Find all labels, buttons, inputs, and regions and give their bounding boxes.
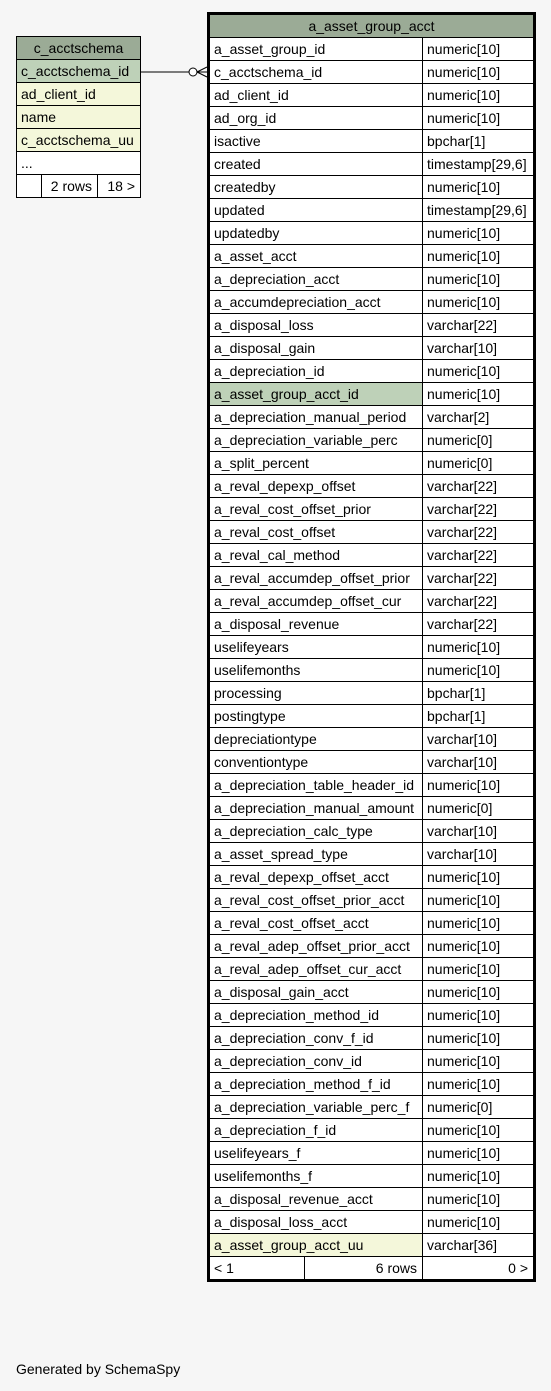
table-row[interactable] (209, 751, 535, 774)
table-row[interactable] (17, 152, 141, 175)
column-type: varchar[10] (423, 843, 535, 866)
column-type: varchar[10] (423, 728, 535, 751)
column-type: numeric[10] (423, 107, 535, 130)
column-type: numeric[10] (423, 383, 535, 406)
column-type: numeric[10] (423, 1119, 535, 1142)
column-name[interactable]: a_disposal_gain_acct (209, 981, 423, 1004)
table-row[interactable] (209, 1096, 535, 1119)
column-name[interactable]: a_asset_spread_type (209, 843, 423, 866)
column-name[interactable]: c_acctschema_id (17, 60, 141, 83)
table-row[interactable] (209, 1165, 535, 1188)
table-row[interactable] (209, 912, 535, 935)
fk-edge-crowfoot-bottom (197, 72, 207, 77)
column-type: numeric[10] (423, 1004, 535, 1027)
column-name[interactable]: created (209, 153, 423, 176)
column-type: varchar[36] (423, 1234, 535, 1257)
column-type: numeric[10] (423, 1073, 535, 1096)
column-type: numeric[10] (423, 1050, 535, 1073)
column-type: timestamp[29,6] (423, 153, 535, 176)
table-row[interactable] (209, 1188, 535, 1211)
table-row[interactable] (209, 1142, 535, 1165)
column-name[interactable]: a_asset_group_acct_uu (209, 1234, 423, 1257)
column-name[interactable]: ad_client_id (17, 83, 141, 106)
column-name[interactable]: a_reval_cost_offset_prior_acct (209, 889, 423, 912)
table-row[interactable] (209, 705, 535, 728)
table-row[interactable] (209, 406, 535, 429)
table-row[interactable] (209, 820, 535, 843)
column-type: numeric[10] (423, 866, 535, 889)
table-row[interactable] (209, 889, 535, 912)
column-name[interactable]: a_reval_cal_method (209, 544, 423, 567)
column-type: varchar[22] (423, 590, 535, 613)
column-name[interactable]: name (17, 106, 141, 129)
fk-edge-zero-marker (189, 68, 197, 76)
table-row[interactable] (209, 613, 535, 636)
table-row[interactable] (209, 843, 535, 866)
column-name[interactable]: a_asset_group_id (209, 38, 423, 61)
table-row[interactable] (209, 199, 535, 222)
column-name[interactable]: ad_client_id (209, 84, 423, 107)
column-type: numeric[0] (423, 1096, 535, 1119)
table-row[interactable] (209, 314, 535, 337)
column-name[interactable]: a_depreciation_f_id (209, 1119, 423, 1142)
column-name[interactable]: uselifemonths_f (209, 1165, 423, 1188)
table-row[interactable] (209, 1211, 535, 1234)
column-type: bpchar[1] (423, 130, 535, 153)
table-row[interactable] (209, 1073, 535, 1096)
column-type: numeric[10] (423, 1188, 535, 1211)
table-row[interactable] (209, 590, 535, 613)
column-name[interactable]: a_depreciation_conv_id (209, 1050, 423, 1073)
column-type: varchar[10] (423, 820, 535, 843)
column-type: numeric[10] (423, 659, 535, 682)
column-type: numeric[10] (423, 38, 535, 61)
column-name[interactable]: processing (209, 682, 423, 705)
table-row[interactable] (209, 1027, 535, 1050)
table-row[interactable] (209, 567, 535, 590)
column-name[interactable]: a_split_percent (209, 452, 423, 475)
column-name[interactable]: a_asset_group_acct_id (209, 383, 423, 406)
table-row[interactable] (209, 1234, 535, 1257)
column-type: varchar[22] (423, 544, 535, 567)
column-name[interactable]: a_depreciation_calc_type (209, 820, 423, 843)
table-row[interactable] (209, 544, 535, 567)
column-name[interactable]: a_disposal_loss_acct (209, 1211, 423, 1234)
children-count[interactable]: 0 > (423, 1257, 535, 1281)
table-row[interactable] (209, 61, 535, 84)
column-type: numeric[0] (423, 452, 535, 475)
table-row[interactable] (209, 360, 535, 383)
column-name[interactable]: ... (17, 152, 141, 175)
column-name[interactable]: depreciationtype (209, 728, 423, 751)
column-name[interactable]: a_depreciation_id (209, 360, 423, 383)
table-row[interactable] (209, 958, 535, 981)
column-type: numeric[10] (423, 958, 535, 981)
table-row[interactable] (17, 106, 141, 129)
table-row[interactable] (209, 636, 535, 659)
parents-count[interactable]: < 1 (209, 1257, 305, 1281)
fk-edge-crowfoot-top (197, 67, 207, 72)
table-row[interactable] (209, 245, 535, 268)
column-name[interactable]: a_reval_depexp_offset_acct (209, 866, 423, 889)
children-count[interactable]: 18 > (98, 175, 141, 198)
column-name[interactable]: a_depreciation_method_id (209, 1004, 423, 1027)
table-row[interactable] (209, 1119, 535, 1142)
table-title[interactable]: a_asset_group_acct (209, 14, 535, 38)
column-name[interactable]: a_reval_cost_offset_acct (209, 912, 423, 935)
column-name[interactable]: a_depreciation_conv_f_id (209, 1027, 423, 1050)
column-type: numeric[10] (423, 84, 535, 107)
table-row[interactable] (209, 38, 535, 61)
column-type: numeric[10] (423, 935, 535, 958)
column-type: numeric[10] (423, 222, 535, 245)
table-row[interactable] (209, 475, 535, 498)
table-row[interactable] (209, 84, 535, 107)
column-name[interactable]: a_depreciation_manual_amount (209, 797, 423, 820)
table-row[interactable] (209, 383, 535, 406)
column-type: timestamp[29,6] (423, 199, 535, 222)
column-type: numeric[10] (423, 268, 535, 291)
column-type: varchar[22] (423, 314, 535, 337)
column-name[interactable]: ad_org_id (209, 107, 423, 130)
table-c-acctschema[interactable] (16, 36, 141, 198)
column-type: varchar[10] (423, 337, 535, 360)
column-type: numeric[10] (423, 360, 535, 383)
column-name[interactable]: a_asset_acct (209, 245, 423, 268)
table-row[interactable] (209, 130, 535, 153)
table-row[interactable] (209, 521, 535, 544)
column-type: numeric[10] (423, 774, 535, 797)
table-row[interactable] (17, 83, 141, 106)
column-type: numeric[10] (423, 1165, 535, 1188)
column-type: numeric[10] (423, 176, 535, 199)
column-type: varchar[22] (423, 613, 535, 636)
column-type: numeric[10] (423, 636, 535, 659)
column-name[interactable]: a_reval_accumdep_offset_prior (209, 567, 423, 590)
column-name[interactable]: a_disposal_loss (209, 314, 423, 337)
parents-count[interactable] (17, 175, 42, 198)
table-row[interactable] (209, 337, 535, 360)
column-name[interactable]: a_reval_cost_offset_prior (209, 498, 423, 521)
column-name[interactable]: uselifeyears_f (209, 1142, 423, 1165)
table-row[interactable] (209, 452, 535, 475)
table-row[interactable] (209, 1004, 535, 1027)
column-type: numeric[10] (423, 245, 535, 268)
column-type: bpchar[1] (423, 682, 535, 705)
column-name[interactable]: a_disposal_gain (209, 337, 423, 360)
column-name[interactable]: a_accumdepreciation_acct (209, 291, 423, 314)
column-name[interactable]: a_reval_accumdep_offset_cur (209, 590, 423, 613)
table-row[interactable] (209, 498, 535, 521)
table-row[interactable] (209, 866, 535, 889)
column-name[interactable]: a_reval_cost_offset (209, 521, 423, 544)
table-row[interactable] (209, 222, 535, 245)
column-name[interactable]: a_depreciation_variable_perc_f (209, 1096, 423, 1119)
column-type: varchar[10] (423, 751, 535, 774)
column-name[interactable]: a_reval_adep_offset_prior_acct (209, 935, 423, 958)
table-row[interactable] (209, 1050, 535, 1073)
column-type: bpchar[1] (423, 705, 535, 728)
column-type: varchar[2] (423, 406, 535, 429)
column-name[interactable]: a_depreciation_variable_perc (209, 429, 423, 452)
column-name[interactable]: c_acctschema_uu (17, 129, 141, 152)
table-a-asset-group-acct[interactable] (207, 12, 536, 1282)
row-count: 6 rows (305, 1257, 423, 1281)
column-name[interactable]: conventiontype (209, 751, 423, 774)
column-type: varchar[22] (423, 498, 535, 521)
column-type: numeric[0] (423, 429, 535, 452)
column-type: numeric[10] (423, 889, 535, 912)
column-name[interactable]: createdby (209, 176, 423, 199)
table-row[interactable] (209, 682, 535, 705)
table-footer-row (209, 1257, 535, 1281)
column-type: numeric[10] (423, 61, 535, 84)
row-count: 2 rows (42, 175, 98, 198)
table-footer-row (17, 175, 141, 198)
table-row[interactable] (209, 268, 535, 291)
column-name[interactable]: postingtype (209, 705, 423, 728)
column-name[interactable]: c_acctschema_id (209, 61, 423, 84)
column-name[interactable]: updated (209, 199, 423, 222)
column-name[interactable]: a_disposal_revenue (209, 613, 423, 636)
table-title[interactable]: c_acctschema (17, 37, 141, 60)
column-name[interactable]: a_depreciation_manual_period (209, 406, 423, 429)
column-type: numeric[10] (423, 981, 535, 1004)
column-type: varchar[22] (423, 567, 535, 590)
table-row[interactable] (209, 153, 535, 176)
column-type: numeric[10] (423, 1027, 535, 1050)
column-name[interactable]: a_reval_adep_offset_cur_acct (209, 958, 423, 981)
column-name[interactable]: isactive (209, 130, 423, 153)
table-row[interactable] (209, 107, 535, 130)
table-row[interactable] (209, 659, 535, 682)
column-name[interactable]: a_disposal_revenue_acct (209, 1188, 423, 1211)
column-type: numeric[0] (423, 797, 535, 820)
column-name[interactable]: uselifeyears (209, 636, 423, 659)
column-type: varchar[22] (423, 475, 535, 498)
column-name[interactable]: a_depreciation_acct (209, 268, 423, 291)
table-row[interactable] (209, 176, 535, 199)
column-type: numeric[10] (423, 291, 535, 314)
table-row[interactable] (209, 728, 535, 751)
table-row[interactable] (17, 60, 141, 83)
column-type: numeric[10] (423, 1142, 535, 1165)
column-name[interactable]: a_reval_depexp_offset (209, 475, 423, 498)
column-type: varchar[22] (423, 521, 535, 544)
column-name[interactable]: uselifemonths (209, 659, 423, 682)
column-name[interactable]: a_depreciation_method_f_id (209, 1073, 423, 1096)
table-row[interactable] (209, 774, 535, 797)
column-name[interactable]: a_depreciation_table_header_id (209, 774, 423, 797)
table-row[interactable] (17, 129, 141, 152)
table-row[interactable] (209, 797, 535, 820)
table-row[interactable] (209, 935, 535, 958)
column-type: numeric[10] (423, 912, 535, 935)
table-row[interactable] (209, 981, 535, 1004)
table-row[interactable] (209, 291, 535, 314)
generated-by-footer: Generated by SchemaSpy (16, 1361, 181, 1377)
column-type: numeric[10] (423, 1211, 535, 1234)
column-name[interactable]: updatedby (209, 222, 423, 245)
table-row[interactable] (209, 429, 535, 452)
